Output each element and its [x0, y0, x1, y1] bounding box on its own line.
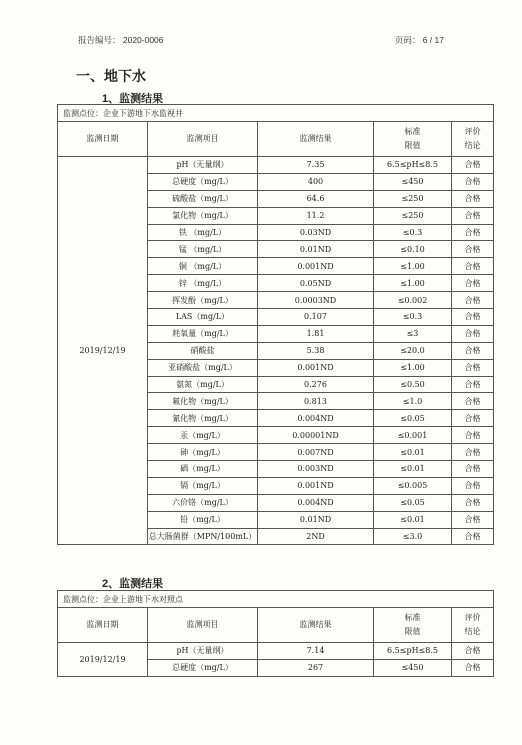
cell-conclusion: 合格: [452, 275, 494, 292]
cell-result: 0.001ND: [258, 258, 374, 275]
cell-result: 0.001ND: [258, 359, 374, 376]
cell-item: 总大肠菌群（MPN/100mL）: [148, 528, 258, 545]
cell-result: 400: [258, 173, 374, 190]
cell-result: 0.05ND: [258, 275, 374, 292]
cell-conclusion: 合格: [452, 241, 494, 258]
column-header-text: 标准: [404, 127, 421, 136]
cell-conclusion: 合格: [452, 309, 494, 326]
cell-result: 0.276: [258, 376, 374, 393]
cell-result: 5.38: [258, 342, 374, 359]
cell-limit: ≤0.3: [374, 224, 452, 241]
cell-limit: ≤1.00: [374, 359, 452, 376]
cell-result: 0.107: [258, 309, 374, 326]
cell-item: 氰化物（mg/L）: [148, 410, 258, 427]
cell-item: pH（无量纲）: [148, 157, 258, 174]
table-row: [58, 157, 494, 174]
cell-item: 硒（mg/L）: [148, 461, 258, 478]
monitoring-date: 2019/12/19: [58, 643, 148, 677]
cell-item: 亚硝酸盐（mg/L）: [148, 359, 258, 376]
cell-limit: ≤250: [374, 190, 452, 207]
cell-limit: ≤0.01: [374, 511, 452, 528]
cell-result: 0.813: [258, 393, 374, 410]
cell-result: 0.007ND: [258, 444, 374, 461]
report-number: 报告编号： 2020-0006: [78, 35, 164, 45]
column-header-text: 结论: [464, 627, 481, 636]
column-header: [148, 122, 258, 157]
cell-conclusion: 合格: [452, 477, 494, 494]
cell-result: 7.14: [258, 643, 374, 660]
cell-limit: 6.5≤pH≤8.5: [374, 157, 452, 174]
cell-result: 64.6: [258, 190, 374, 207]
column-header: [452, 122, 494, 157]
cell-result: 267: [258, 659, 374, 676]
cell-item: 氯化物（mg/L）: [148, 207, 258, 224]
cell-item: 砷（mg/L）: [148, 444, 258, 461]
cell-item: 氨氮（mg/L）: [148, 376, 258, 393]
section-title: 一、地下水: [76, 68, 146, 84]
column-header-text: 监测日期: [86, 134, 119, 143]
cell-result: 0.01ND: [258, 511, 374, 528]
cell-result: 0.003ND: [258, 461, 374, 478]
cell-conclusion: 合格: [452, 528, 494, 545]
column-header-text: 标准: [404, 613, 421, 622]
cell-conclusion: 合格: [452, 292, 494, 309]
cell-limit: ≤0.50: [374, 376, 452, 393]
column-header-text: 监测项目: [186, 620, 219, 629]
cell-item: 镉（mg/L）: [148, 477, 258, 494]
cell-limit: ≤450: [374, 659, 452, 676]
cell-result: 7.35: [258, 157, 374, 174]
table1-subtitle: 1、监测结果: [102, 93, 164, 105]
cell-conclusion: 合格: [452, 359, 494, 376]
cell-conclusion: 合格: [452, 461, 494, 478]
cell-limit: ≤0.01: [374, 444, 452, 461]
cell-result: 2ND: [258, 528, 374, 545]
cell-limit: ≤250: [374, 207, 452, 224]
column-header: [452, 608, 494, 643]
cell-conclusion: 合格: [452, 376, 494, 393]
monitoring-date: 2019/12/19: [58, 157, 148, 545]
cell-limit: ≤450: [374, 173, 452, 190]
cell-result: 0.03ND: [258, 224, 374, 241]
column-header: [258, 608, 374, 643]
monitoring-point-label: 监测点位：企业下游地下水监视井: [58, 105, 494, 122]
column-header: [374, 122, 452, 157]
header-row: [58, 608, 494, 643]
column-header-text: 监测结果: [299, 620, 332, 629]
cell-limit: ≤0.3: [374, 309, 452, 326]
column-header: [58, 608, 148, 643]
cell-conclusion: 合格: [452, 410, 494, 427]
cell-conclusion: 合格: [452, 325, 494, 342]
cell-conclusion: 合格: [452, 393, 494, 410]
cell-result: 0.001ND: [258, 477, 374, 494]
cell-limit: ≤3.0: [374, 528, 452, 545]
cell-item: pH（无量纲）: [148, 643, 258, 660]
column-header-text: 结论: [464, 141, 481, 150]
column-header: [374, 608, 452, 643]
cell-limit: ≤0.005: [374, 477, 452, 494]
cell-limit: ≤0.002: [374, 292, 452, 309]
cell-result: 0.01ND: [258, 241, 374, 258]
cell-item: 挥发酚（mg/L）: [148, 292, 258, 309]
cell-conclusion: 合格: [452, 511, 494, 528]
cell-item: 汞（mg/L）: [148, 427, 258, 444]
cell-limit: ≤1.00: [374, 258, 452, 275]
cell-conclusion: 合格: [452, 190, 494, 207]
cell-conclusion: 合格: [452, 342, 494, 359]
cell-item: 锌 （mg/L）: [148, 275, 258, 292]
cell-item: 铁 （mg/L）: [148, 224, 258, 241]
cell-conclusion: 合格: [452, 427, 494, 444]
cell-result: 0.00001ND: [258, 427, 374, 444]
cell-limit: ≤20.0: [374, 342, 452, 359]
cell-item: 总硬度（mg/L）: [148, 659, 258, 676]
cell-conclusion: 合格: [452, 659, 494, 676]
cell-result: 0.0003ND: [258, 292, 374, 309]
monitoring-table-downstream: [57, 104, 494, 545]
column-header-text: 监测结果: [299, 134, 332, 143]
cell-limit: 6.5≤pH≤8.5: [374, 643, 452, 660]
cell-conclusion: 合格: [452, 173, 494, 190]
cell-item: 铜 （mg/L）: [148, 258, 258, 275]
cell-result: 0.004ND: [258, 494, 374, 511]
cell-conclusion: 合格: [452, 258, 494, 275]
cell-item: 总硬度（mg/L）: [148, 173, 258, 190]
cell-conclusion: 合格: [452, 643, 494, 660]
column-header-text: 限值: [404, 627, 421, 636]
monitoring-point-row: [58, 105, 494, 122]
cell-result: 11.2: [258, 207, 374, 224]
cell-item: 铅（mg/L）: [148, 511, 258, 528]
cell-conclusion: 合格: [452, 157, 494, 174]
cell-conclusion: 合格: [452, 444, 494, 461]
monitoring-point-label: 监测点位：企业上游地下水对照点: [58, 591, 494, 608]
header-row: [58, 122, 494, 157]
table2-subtitle: 2、监测结果: [102, 578, 164, 590]
cell-limit: ≤1.0: [374, 393, 452, 410]
cell-limit: ≤0.01: [374, 461, 452, 478]
column-header-text: 监测项目: [186, 134, 219, 143]
page-header: [78, 32, 444, 48]
cell-item: 硝酸盐: [148, 342, 258, 359]
cell-item: 耗氧量（mg/L）: [148, 325, 258, 342]
cell-conclusion: 合格: [452, 224, 494, 241]
column-header-text: 监测日期: [86, 620, 119, 629]
column-header: [258, 122, 374, 157]
column-header-text: 评价: [464, 613, 481, 622]
column-header: [148, 608, 258, 643]
page-number: 页码： 6 / 17: [394, 35, 444, 45]
column-header: [58, 122, 148, 157]
cell-limit: ≤0.05: [374, 494, 452, 511]
cell-result: 0.004ND: [258, 410, 374, 427]
cell-limit: ≤1.00: [374, 275, 452, 292]
cell-item: 锰 （mg/L）: [148, 241, 258, 258]
cell-item: 六价铬（mg/L）: [148, 494, 258, 511]
cell-conclusion: 合格: [452, 494, 494, 511]
cell-item: LAS（mg/L）: [148, 309, 258, 326]
cell-limit: ≤0.05: [374, 410, 452, 427]
cell-limit: ≤0.001: [374, 427, 452, 444]
cell-limit: ≤0.10: [374, 241, 452, 258]
cell-result: 1.81: [258, 325, 374, 342]
cell-conclusion: 合格: [452, 207, 494, 224]
cell-item: 氟化物（mg/L）: [148, 393, 258, 410]
cell-limit: ≤3: [374, 325, 452, 342]
cell-item: 硫酸盐（mg/L）: [148, 190, 258, 207]
table-row: [58, 643, 494, 660]
monitoring-point-row: [58, 591, 494, 608]
column-header-text: 限值: [404, 141, 421, 150]
column-header-text: 评价: [464, 127, 481, 136]
monitoring-table-upstream: [57, 590, 494, 677]
